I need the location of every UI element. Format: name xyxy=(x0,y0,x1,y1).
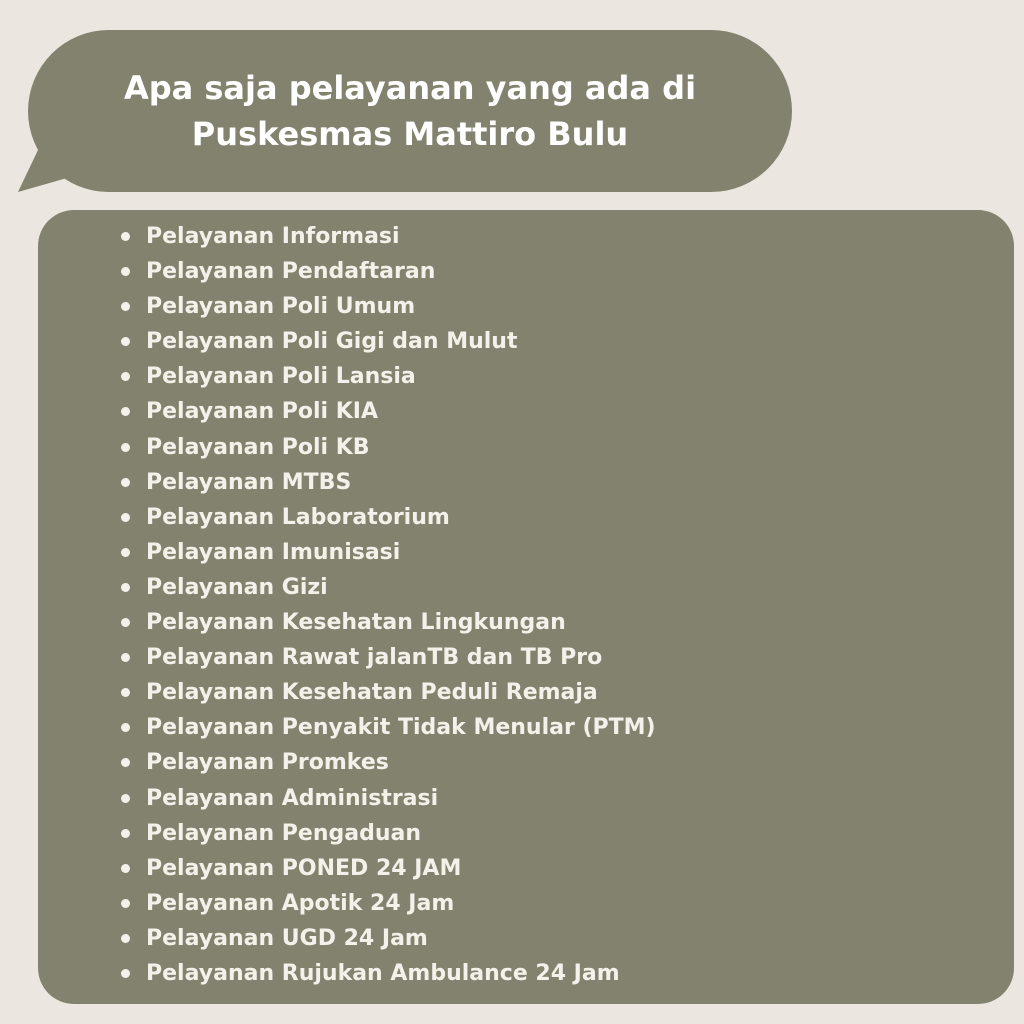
service-item: Pelayanan Administrasi xyxy=(110,781,656,816)
service-item: Pelayanan Rujukan Ambulance 24 Jam xyxy=(110,956,656,991)
service-item: Pelayanan Poli Umum xyxy=(110,289,656,324)
service-item: Pelayanan Gizi xyxy=(110,570,656,605)
service-item: Pelayanan Rawat jalanTB dan TB Pro xyxy=(110,640,656,675)
page-title xyxy=(28,30,792,192)
service-item: Pelayanan Poli Gigi dan Mulut xyxy=(110,324,656,359)
service-item: Pelayanan MTBS xyxy=(110,465,656,500)
service-item: Pelayanan UGD 24 Jam xyxy=(110,921,656,956)
service-item: Pelayanan Apotik 24 Jam xyxy=(110,886,656,921)
services-list xyxy=(110,219,656,991)
service-item: Pelayanan PONED 24 JAM xyxy=(110,851,656,886)
service-item: Pelayanan Pengaduan xyxy=(110,816,656,851)
service-item: Pelayanan Penyakit Tidak Menular (PTM) xyxy=(110,710,656,745)
page-title-line-2: Puskesmas Mattiro Bulu xyxy=(191,115,629,153)
service-item: Pelayanan Laboratorium xyxy=(110,500,656,535)
service-item: Pelayanan Imunisasi xyxy=(110,535,656,570)
service-item: Pelayanan Poli KIA xyxy=(110,394,656,429)
service-item: Pelayanan Informasi xyxy=(110,219,656,254)
service-item: Pelayanan Pendaftaran xyxy=(110,254,656,289)
service-item: Pelayanan Promkes xyxy=(110,745,656,780)
service-item: Pelayanan Poli KB xyxy=(110,430,656,465)
service-item: Pelayanan Kesehatan Lingkungan xyxy=(110,605,656,640)
service-item: Pelayanan Kesehatan Peduli Remaja xyxy=(110,675,656,710)
page-title-line-1: Apa saja pelayanan yang ada di xyxy=(123,69,697,107)
service-item: Pelayanan Poli Lansia xyxy=(110,359,656,394)
